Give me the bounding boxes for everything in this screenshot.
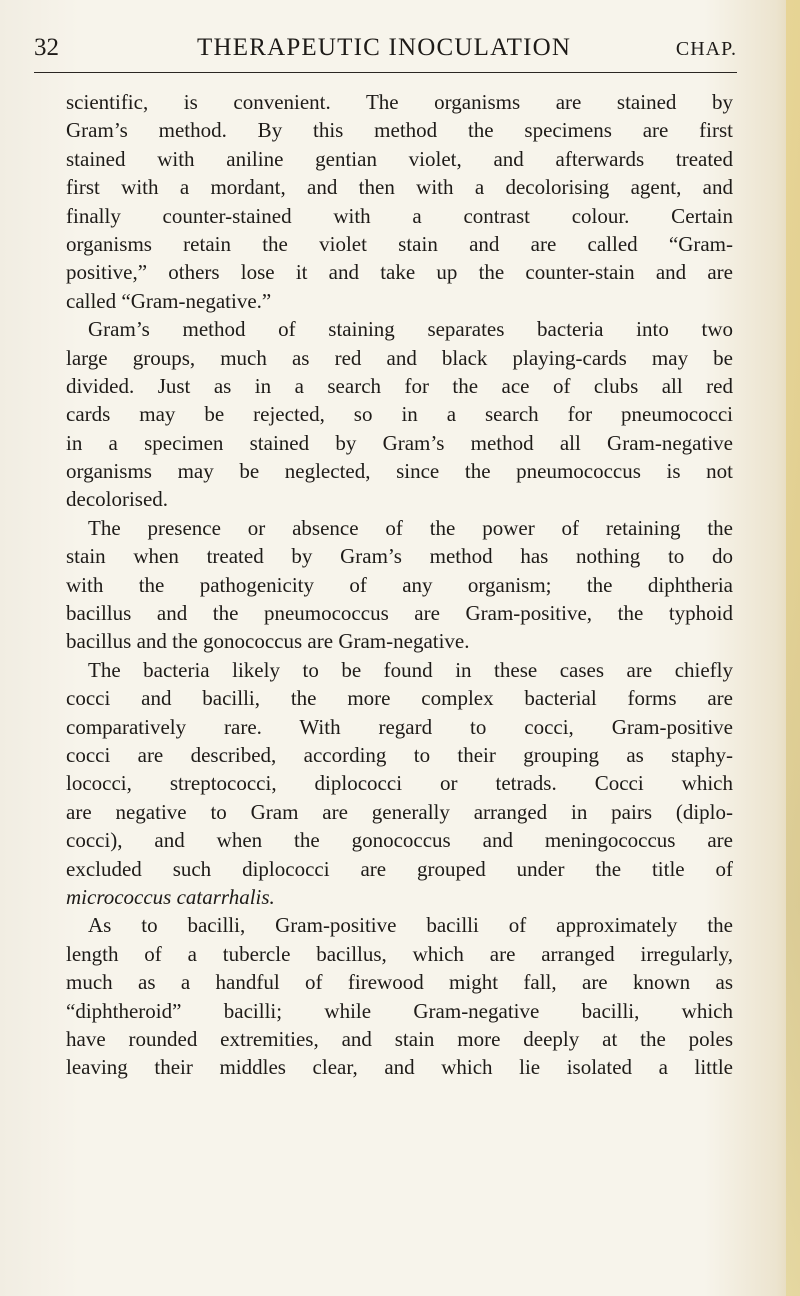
text-line: organisms retain the violet stain and are called “Gram- <box>66 231 733 256</box>
text-line: organisms may be neglected, since the pneumococcus is not <box>66 459 733 484</box>
text-line: Gram’s method. By this method the specimens are first <box>66 118 733 143</box>
text-line: scientific, is convenient. The organisms are stained by <box>66 90 733 114</box>
text-line: stain when treated by Gram’s method has nothing to do <box>66 544 733 569</box>
running-header <box>34 34 737 68</box>
text-line: length of a tubercle bacillus, which are arranged irregularly, <box>66 941 733 966</box>
text-line: bacillus and the pneumococcus are Gram-positive, the typhoid <box>66 601 733 626</box>
text-line: have rounded extremities, and stain more deeply at the poles <box>66 1026 733 1051</box>
text-line: comparatively rare. With regard to cocci, Gram-positive <box>66 714 733 739</box>
text-line: much as a handful of firewood might fall, are known as <box>66 970 733 995</box>
text-line: large groups, much as red and black playing-cards may be <box>66 345 733 370</box>
text-line: finally counter-stained with a contrast colour. Certain <box>66 203 733 228</box>
chapter-marker: CHAP. <box>675 38 737 60</box>
header-rule <box>34 72 737 73</box>
running-title: THERAPEUTIC INOCULATION <box>197 34 572 61</box>
page-number: 32 <box>34 34 59 61</box>
text-line: stained with aniline gentian violet, and afterwards treated <box>66 146 733 171</box>
body-text <box>66 88 733 1082</box>
text-line: in a specimen stained by Gram’s method all Gram-negative <box>66 430 733 455</box>
text-line: first with a mordant, and then with a decolorising agent, and <box>66 175 733 200</box>
text-line: divided. Just as in a search for the ace of clubs all red <box>66 373 733 398</box>
text-line: micrococcus catarrhalis. <box>66 884 275 909</box>
page-edge-shading <box>786 0 800 1296</box>
text-line: bacillus and the gonococcus are Gram-negative. <box>66 629 470 654</box>
text-line: cocci are described, according to their grouping as staphy- <box>66 742 733 767</box>
text-line: cocci), and when the gonococcus and meningococcus are <box>66 828 733 853</box>
text-line: cards may be rejected, so in a search for pneumococci <box>66 402 733 427</box>
text-line: called “Gram-negative.” <box>66 288 272 313</box>
text-line: cocci and bacilli, the more complex bacterial forms are <box>66 686 733 711</box>
text-line: “diphtheroid” bacilli; while Gram-negative bacilli, which <box>66 998 733 1023</box>
text-line: Gram’s method of staining separates bacteria into two <box>88 317 733 342</box>
text-line: with the pathogenicity of any organism; the diphtheria <box>66 572 733 597</box>
text-line: decolorised. <box>66 487 169 512</box>
text-line: leaving their middles clear, and which lie isolated a little <box>66 1055 733 1080</box>
text-line: are negative to Gram are generally arranged in pairs (diplo- <box>66 799 733 824</box>
text-line: The bacteria likely to be found in these cases are chiefly <box>88 657 733 682</box>
text-line: excluded such diplococci are grouped under the title of <box>66 856 733 881</box>
text-line: As to bacilli, Gram-positive bacilli of approximately the <box>88 913 733 938</box>
text-line: lococci, streptococci, diplococci or tetrads. Cocci which <box>66 771 733 796</box>
text-line: positive,” others lose it and take up the counter-stain and are <box>66 260 733 285</box>
text-line: The presence or absence of the power of retaining the <box>88 515 733 540</box>
